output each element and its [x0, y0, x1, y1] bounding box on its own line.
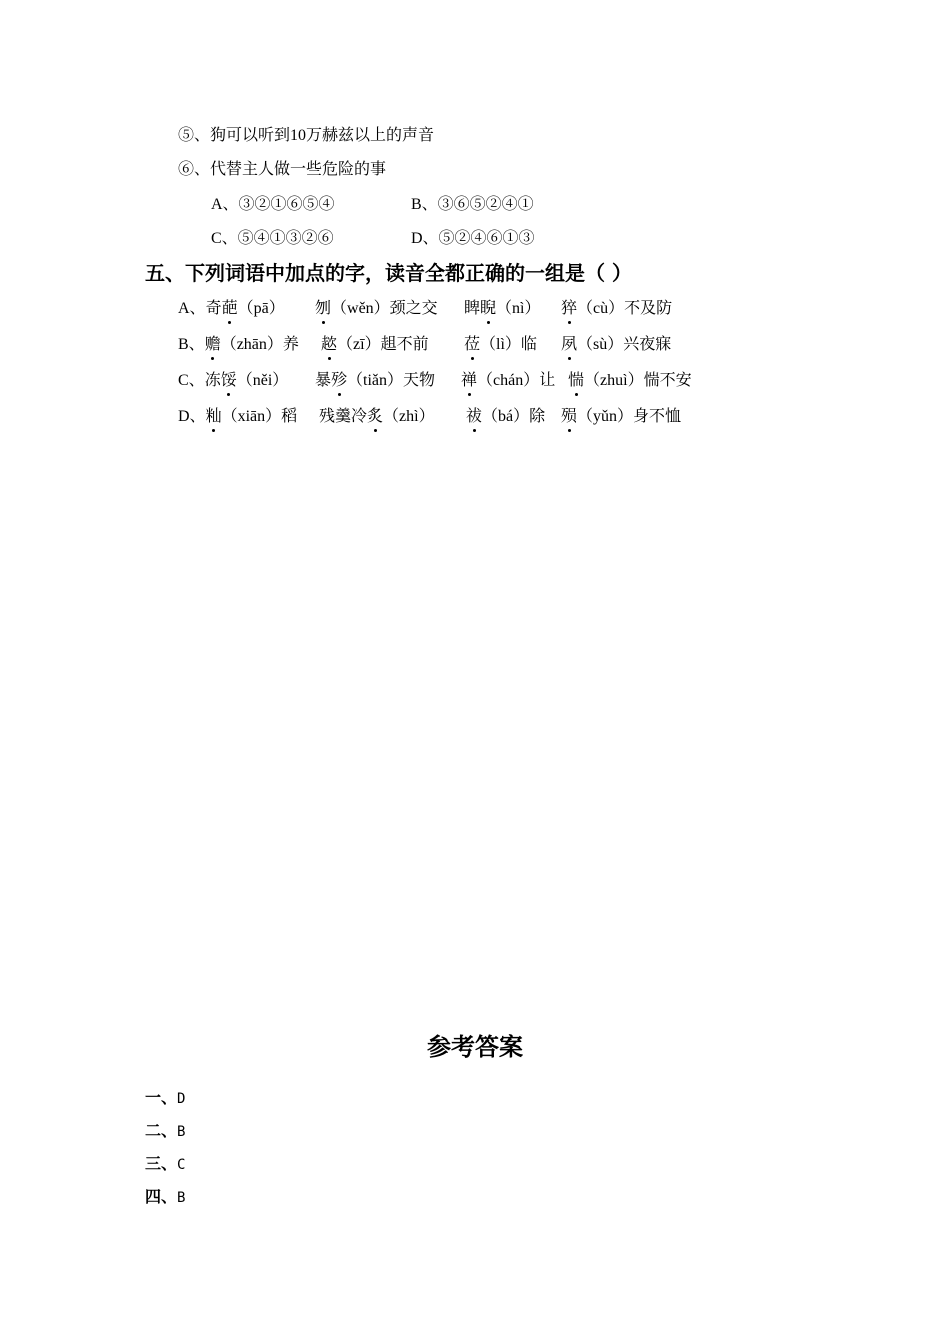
prev-option-a: A、③②①⑥⑤④	[211, 196, 335, 213]
emphasized-character: 葩	[221, 300, 238, 317]
prev-item-6: ⑥、代替主人做一些危险的事	[178, 161, 387, 178]
emphasized-character: 殒	[561, 408, 578, 425]
emphasized-character: 禅	[461, 372, 478, 389]
prev-option-d: D、⑤②④⑥①③	[411, 230, 535, 247]
answer-number: 四、	[145, 1187, 178, 1206]
word-pinyin-suffix: （zhān）养	[220, 336, 299, 353]
emphasized-character: 趑	[321, 336, 338, 353]
option-word	[178, 299, 285, 319]
answer-row-4	[145, 1187, 185, 1208]
word-pinyin-suffix: （zhuì）惴不安	[584, 372, 692, 389]
word-pinyin-suffix: （chán）让	[477, 372, 556, 389]
option-label: D、	[178, 408, 206, 425]
prev-option-b: B、③⑥⑤②④①	[411, 196, 534, 213]
emphasized-character: 惴	[568, 372, 585, 389]
emphasized-character: 祓	[466, 408, 483, 425]
answer-value: B	[177, 1190, 186, 1206]
word-pinyin-suffix: （wěn）颈之交	[331, 300, 438, 317]
option-word	[464, 335, 537, 355]
answer-number: 三、	[145, 1154, 178, 1173]
option-word	[178, 407, 297, 427]
option-word	[561, 335, 671, 355]
option-word	[319, 407, 435, 427]
word-prefix: 残羹冷	[319, 408, 368, 425]
emphasized-character: 赡	[204, 336, 221, 353]
option-word	[466, 407, 545, 427]
option-word	[178, 335, 299, 355]
option-word	[461, 371, 555, 391]
option-word	[178, 371, 288, 391]
word-pinyin-suffix: （zī）趄不前	[337, 336, 429, 353]
word-pinyin-suffix: （tiǎn）天物	[347, 372, 436, 389]
option-word	[568, 371, 692, 391]
question-5-heading: 五、下列词语中加点的字，读音全都正确的一组是（ ）	[145, 261, 632, 285]
emphasized-character: 殄	[331, 372, 348, 389]
word-pinyin-suffix: （nì）	[496, 300, 541, 317]
answer-value: B	[177, 1124, 186, 1140]
option-label: A、	[178, 300, 206, 317]
emphasized-character: 炙	[367, 408, 384, 425]
option-label: C、	[178, 372, 205, 389]
word-pinyin-suffix: （xiān）稻	[221, 408, 298, 425]
option-label: B、	[178, 336, 205, 353]
word-pinyin-suffix: （pā）	[237, 300, 285, 317]
answer-number: 二、	[145, 1121, 178, 1140]
emphasized-character: 夙	[561, 336, 578, 353]
emphasized-character: 籼	[205, 408, 222, 425]
word-pinyin-suffix: （zhì）	[383, 408, 435, 425]
word-pinyin-suffix: （yǔn）身不恤	[577, 408, 682, 425]
answer-value: C	[177, 1157, 186, 1173]
answer-number: 一、	[145, 1088, 178, 1107]
word-prefix: 冻	[204, 372, 221, 389]
word-pinyin-suffix: （něi）	[236, 372, 289, 389]
prev-item-5: ⑤、狗可以听到10万赫兹以上的声音	[178, 127, 435, 144]
emphasized-character: 睨	[480, 300, 497, 317]
option-word	[464, 299, 540, 319]
word-pinyin-suffix: （sù）兴夜寐	[577, 336, 672, 353]
emphasized-character: 猝	[561, 300, 578, 317]
word-prefix: 暴	[315, 372, 332, 389]
word-pinyin-suffix: （cù）不及防	[577, 300, 673, 317]
answer-row-1	[145, 1088, 185, 1109]
answer-row-2	[145, 1121, 185, 1142]
emphasized-character: 馁	[220, 372, 237, 389]
prev-option-c: C、⑤④①③②⑥	[211, 230, 334, 247]
answer-value: D	[177, 1091, 186, 1107]
option-word	[561, 407, 681, 427]
word-pinyin-suffix: （bá）除	[482, 408, 546, 425]
emphasized-character: 莅	[464, 336, 481, 353]
word-prefix: 睥	[464, 300, 481, 317]
option-word	[321, 335, 429, 355]
word-prefix: 奇	[205, 300, 222, 317]
word-pinyin-suffix: （lì）临	[480, 336, 537, 353]
option-word	[315, 371, 435, 391]
answer-row-3	[145, 1154, 185, 1175]
emphasized-character: 刎	[315, 300, 332, 317]
answer-key-title: 参考答案	[427, 1033, 523, 1061]
option-word	[561, 299, 672, 319]
option-word	[315, 299, 438, 319]
